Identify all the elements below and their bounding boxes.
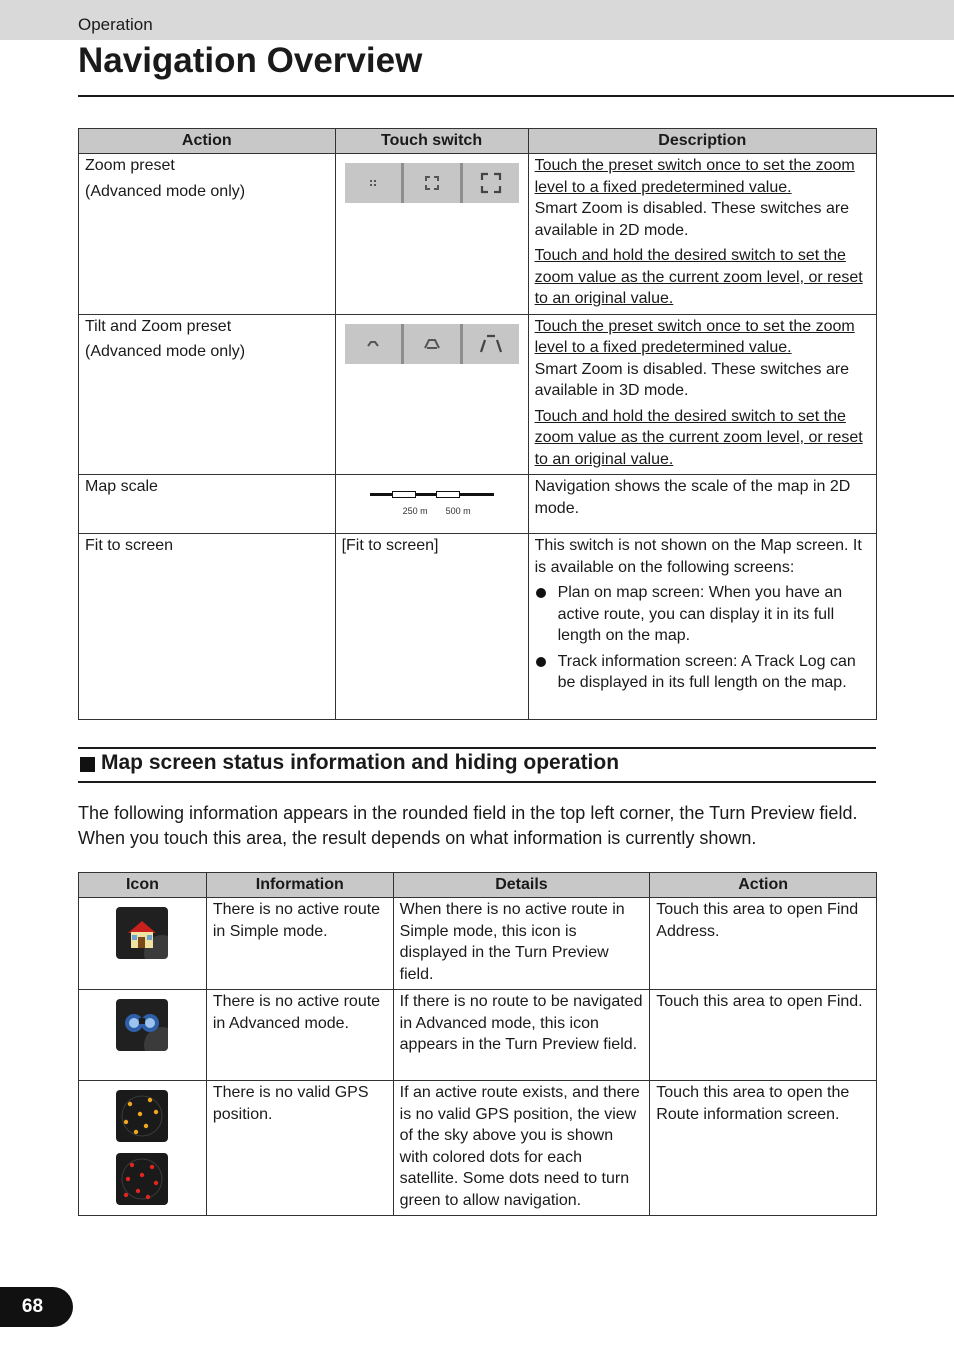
status-info-table [78,872,877,1216]
description-text: Touch and hold the desired switch to set the zoom value as the current zoom level, or reset to an original value. [534,247,863,307]
action-cell: Touch this area to open Find Address. [650,898,877,990]
page-title: Navigation Overview [78,41,423,80]
table-row [79,154,877,315]
action-name: Zoom preset [85,157,175,174]
table-row [79,534,877,720]
description-cell [528,534,876,720]
details-cell: When there is no active route in Simple mode, this icon is displayed in the Turn Preview field. [393,898,650,990]
information-cell: There is no active route in Simple mode. [206,898,393,990]
bullet-dot [536,588,546,598]
scale-label: 500 m [445,506,471,516]
details-cell: If an active route exists, and there is no valid GPS position, the view of the sky above you is shown with colored dots for each satellite. Some dots need to turn green to allow navigation. [393,1081,650,1216]
action-cell: Touch this area to open the Route information screen. [650,1081,877,1216]
bullet-item [535,582,870,647]
column-header-information: Information [206,873,393,898]
scale-segment [436,491,460,498]
house-icon[interactable] [116,907,168,959]
description-cell [528,314,876,475]
tilt-zoom-mid-button[interactable] [404,324,463,364]
zoom-preset-far-button[interactable] [463,163,519,203]
table-row [79,990,877,1081]
action-cell: Touch this area to open Find. [650,990,877,1081]
scale-line [370,493,494,496]
table-row [79,475,877,534]
tilt-near-icon [364,337,382,351]
column-header-details: Details [393,873,650,898]
description-text: Touch and hold the desired switch to set the zoom value as the current zoom level, or reset to an original value. [534,407,863,468]
information-cell: There is no valid GPS position. [206,1081,393,1216]
scale-label: 250 m [402,506,428,516]
switch-cell [335,475,528,534]
section-label: Operation [78,15,153,34]
section-heading-text: Map screen status information and hiding operation [101,751,620,774]
action-name: Tilt and Zoom preset [85,317,232,335]
zoom-far-icon [480,172,502,194]
table-header-row [79,873,877,898]
page-number: 68 [0,1287,73,1327]
column-header-description: Description [528,129,876,154]
title-rule [78,95,954,97]
details-cell: If there is no route to be navigated in Advanced mode, this icon appears in the Turn Preview field. [393,990,650,1081]
satellite-sky-icon[interactable] [116,1090,168,1142]
table-row [79,1081,877,1216]
bullet-text: Track information screen: A Track Log can be displayed in its full length on the map. [557,652,856,691]
map-scale-bar [370,486,500,520]
tilt-zoom-preset-switches [345,324,519,364]
switch-cell [335,154,528,315]
switch-cell: [Fit to screen] [335,534,528,720]
scale-segment [392,491,416,498]
tilt-mid-icon [422,336,442,352]
action-cell: Map scale [79,475,336,534]
intro-paragraph: The following information appears in the rounded field in the top left corner, the Turn Preview field. When you touch this area, the result depends on what information is currently shown. [78,803,858,848]
description-text: This switch is not shown on the Map screen. It is available on the following screens: [534,537,862,576]
action-cell [79,314,336,475]
bullet-item [535,651,870,694]
tilt-far-icon [479,334,503,354]
heading-square-icon [80,757,95,772]
column-header-icon: Icon [79,873,207,898]
action-note: (Advanced mode only) [85,182,246,200]
information-cell: There is no active route in Advanced mode. [206,990,393,1081]
column-header-touch-switch: Touch switch [335,129,528,154]
binoculars-icon[interactable] [116,999,168,1051]
description-cell [528,154,876,315]
switch-cell [335,314,528,475]
tilt-zoom-far-button[interactable] [463,324,519,364]
bullet-dot [536,657,546,667]
table-row [79,314,877,475]
action-note: (Advanced mode only) [85,343,246,360]
description-cell: Navigation shows the scale of the map in 2D mode. [528,475,876,534]
description-text: Touch the preset switch once to set the zoom level to a fixed predetermined value. [534,317,855,356]
zoom-mid-icon [423,174,441,192]
column-header-action: Action [650,873,877,898]
bullet-text: Plan on map screen: When you have an active route, you can display it in its full length on the map. [557,584,843,644]
column-header-action: Action [79,129,336,154]
table-row [79,898,877,990]
table-header-row [79,129,877,154]
navigation-table [78,128,877,720]
tilt-zoom-near-button[interactable] [345,324,404,364]
icon-cell [79,1081,207,1216]
icon-cell [79,990,207,1081]
description-text: Touch the preset switch once to set the zoom level to a fixed predetermined value. [534,157,855,196]
description-text: Smart Zoom is disabled. These switches are available in 2D mode. [534,200,850,239]
satellite-sky-icon[interactable] [116,1153,168,1205]
section-heading [78,747,876,783]
action-cell: Fit to screen [79,534,336,720]
zoom-preset-mid-button[interactable] [404,163,463,203]
action-cell [79,154,336,315]
zoom-preset-near-button[interactable] [345,163,404,203]
zoom-near-icon [366,176,380,190]
zoom-preset-switches [345,163,519,203]
icon-cell [79,898,207,990]
description-text: Smart Zoom is disabled. These switches are available in 3D mode. [534,360,850,399]
